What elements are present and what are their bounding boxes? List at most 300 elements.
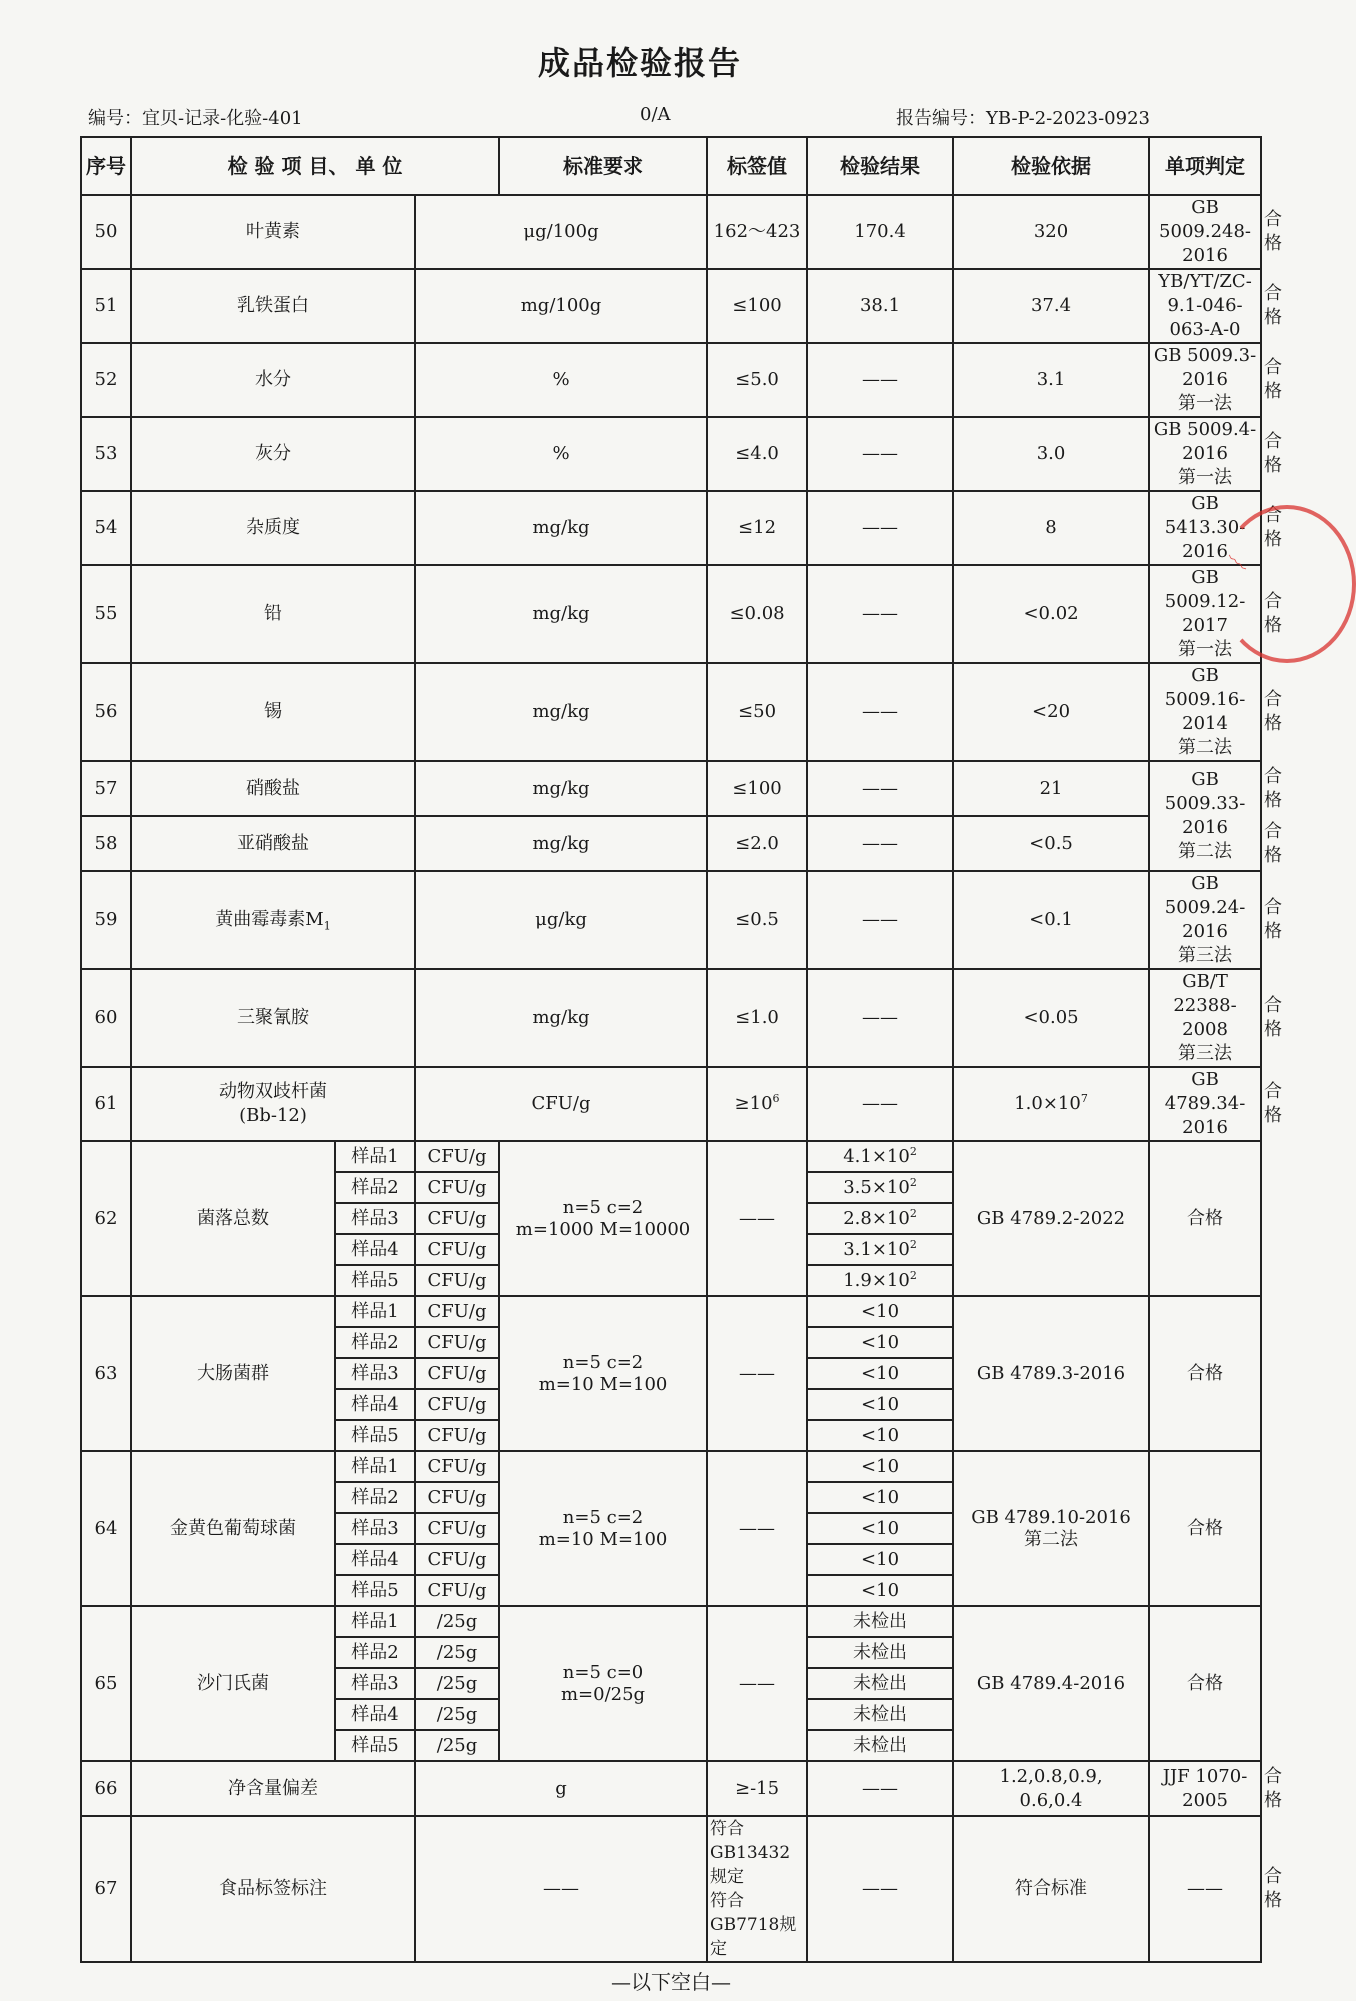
table-row bbox=[81, 1296, 1261, 1327]
row-item-text: 杂质度 bbox=[246, 517, 300, 538]
row-result-text: 1.2,0.8,0.9, bbox=[999, 1765, 1103, 1787]
sample-result-text: <10 bbox=[861, 1331, 900, 1353]
sample-name-text: 样品4 bbox=[351, 1238, 399, 1260]
sample-name-text: 样品3 bbox=[351, 1517, 399, 1539]
row-std bbox=[707, 871, 807, 969]
sample-name bbox=[335, 1544, 415, 1575]
row-no bbox=[81, 195, 131, 269]
row-item bbox=[131, 417, 415, 491]
row-no-text: 63 bbox=[94, 1362, 118, 1384]
row-std-text: ≤2.0 bbox=[735, 832, 779, 854]
table-row bbox=[81, 1067, 1261, 1141]
sample-name-text: 样品2 bbox=[351, 1486, 399, 1508]
row-result bbox=[953, 491, 1149, 565]
row-item bbox=[131, 969, 415, 1067]
row-label-text: —— bbox=[862, 1878, 899, 1899]
row-label-text: 170.4 bbox=[854, 221, 906, 242]
row-std-text: ≤100 bbox=[732, 777, 782, 799]
row-label-text: —— bbox=[862, 1093, 899, 1114]
row-no-text: 64 bbox=[94, 1517, 118, 1539]
row-basis-text: —— bbox=[1187, 1878, 1224, 1899]
sample-result-text: <10 bbox=[861, 1579, 900, 1601]
sample-name bbox=[335, 1296, 415, 1327]
sample-unit-text: CFU/g bbox=[427, 1207, 487, 1229]
sample-unit-text: CFU/g bbox=[427, 1238, 487, 1260]
row-judge-text: 合格 bbox=[1187, 1207, 1224, 1229]
row-item bbox=[131, 816, 415, 871]
sample-result bbox=[807, 1358, 953, 1389]
row-label bbox=[807, 491, 953, 565]
row-judge-text: 合格 bbox=[1264, 995, 1283, 1040]
inspection-table bbox=[80, 136, 1283, 2001]
row-label-text: —— bbox=[739, 1207, 776, 1229]
sample-unit-text: /25g bbox=[436, 1672, 478, 1694]
row-label bbox=[807, 1761, 953, 1816]
row-basis bbox=[1149, 761, 1261, 871]
table-row bbox=[81, 343, 1261, 417]
sample-result-text: <10 bbox=[861, 1362, 900, 1384]
row-judge-text: 合格 bbox=[1187, 1517, 1224, 1539]
row-label bbox=[707, 1296, 807, 1451]
basis-line2: 第二法 bbox=[1024, 1528, 1079, 1550]
sample-unit-text: CFU/g bbox=[427, 1486, 487, 1508]
row-basis bbox=[1149, 269, 1261, 343]
basis-line2: 第一法 bbox=[1178, 639, 1233, 660]
record-number: 编号：宜贝-记录-化验-401 bbox=[88, 108, 303, 129]
row-item-text: 净含量偏差 bbox=[228, 1777, 318, 1799]
sample-unit-text: CFU/g bbox=[427, 1424, 487, 1446]
row-basis-text: GB 5009.3-2016 bbox=[1153, 345, 1257, 390]
row-label-text: —— bbox=[862, 517, 899, 538]
std-line2: m=0/25g bbox=[560, 1683, 646, 1705]
sample-unit bbox=[415, 1637, 499, 1668]
stamp-mark: ﹏ bbox=[1225, 540, 1259, 574]
row-item bbox=[131, 195, 415, 269]
row-std-text: ≤0.5 bbox=[735, 909, 779, 930]
row-item-text: 沙门氏菌 bbox=[197, 1672, 269, 1694]
sample-name bbox=[335, 1606, 415, 1637]
basis-line2: 第一法 bbox=[1178, 467, 1233, 488]
row-label bbox=[807, 343, 953, 417]
sample-result bbox=[807, 1513, 953, 1544]
sample-result-text: 4.1×10 bbox=[843, 1145, 910, 1167]
row-std bbox=[707, 816, 807, 871]
row-item-text: 动物双歧杆菌 bbox=[219, 1081, 327, 1102]
revision: 0/A bbox=[640, 104, 671, 125]
row-std bbox=[707, 343, 807, 417]
row-no-text: 54 bbox=[94, 517, 118, 538]
row-no bbox=[81, 663, 131, 761]
row-label-text: —— bbox=[862, 1777, 899, 1799]
sample-result-text: <10 bbox=[861, 1455, 900, 1477]
row-no bbox=[81, 871, 131, 969]
result-superscript: 2 bbox=[909, 1268, 917, 1282]
sample-unit bbox=[415, 1606, 499, 1637]
sample-result bbox=[807, 1606, 953, 1637]
sample-unit bbox=[415, 1203, 499, 1234]
row-basis-text: GB 4789.3-2016 bbox=[976, 1362, 1126, 1384]
sample-result bbox=[807, 1699, 953, 1730]
row-no bbox=[81, 1296, 131, 1451]
row-std bbox=[499, 1606, 707, 1761]
row-item-text: 水分 bbox=[255, 369, 291, 390]
sample-unit bbox=[415, 1575, 499, 1606]
row-std bbox=[707, 1816, 807, 1962]
sample-name-text: 样品5 bbox=[351, 1579, 399, 1601]
row-result bbox=[953, 816, 1149, 871]
row-no-text: 53 bbox=[94, 443, 118, 464]
sample-result-text: 3.5×10 bbox=[843, 1176, 910, 1198]
sample-result-text: 3.1×10 bbox=[843, 1238, 910, 1260]
sample-result bbox=[807, 1172, 953, 1203]
row-judge bbox=[1149, 1451, 1261, 1606]
sample-unit-text: CFU/g bbox=[427, 1331, 487, 1353]
row-item-text: 三聚氰胺 bbox=[237, 1007, 309, 1028]
row-judge-text: 合格 bbox=[1264, 689, 1283, 734]
row-std bbox=[707, 195, 807, 269]
row-std bbox=[707, 1761, 807, 1816]
row-result bbox=[953, 871, 1149, 969]
sample-unit-text: CFU/g bbox=[427, 1517, 487, 1539]
sample-unit-text: CFU/g bbox=[427, 1176, 487, 1198]
sample-result bbox=[807, 1203, 953, 1234]
row-basis-text: GB 5413.30-2016 bbox=[1164, 493, 1246, 562]
sample-unit bbox=[415, 1172, 499, 1203]
row-result-text: 3.1 bbox=[1036, 369, 1066, 390]
sample-result-text: 未检出 bbox=[853, 1610, 908, 1632]
sample-name-text: 样品1 bbox=[351, 1455, 399, 1477]
sample-name bbox=[335, 1265, 415, 1296]
row-basis-text: GB/T 22388-2008 bbox=[1173, 971, 1237, 1040]
row-result bbox=[953, 343, 1149, 417]
row-result bbox=[953, 1761, 1149, 1816]
sample-name bbox=[335, 1575, 415, 1606]
row-judge-text: 合格 bbox=[1264, 431, 1283, 476]
sample-name-text: 样品3 bbox=[351, 1362, 399, 1384]
row-label bbox=[707, 1141, 807, 1296]
row-item-text: 菌落总数 bbox=[197, 1207, 269, 1229]
row-std-text: ≥-15 bbox=[734, 1777, 780, 1799]
sample-name-text: 样品2 bbox=[351, 1641, 399, 1663]
row-label bbox=[807, 663, 953, 761]
row-unit bbox=[415, 663, 707, 761]
std-superscript: 6 bbox=[772, 1092, 780, 1105]
sample-name bbox=[335, 1203, 415, 1234]
row-item bbox=[131, 1761, 415, 1816]
basis-line2: 第三法 bbox=[1178, 945, 1233, 966]
row-label bbox=[807, 761, 953, 816]
row-std-text: 162～423 bbox=[713, 221, 801, 242]
row-std bbox=[707, 565, 807, 663]
report-number: 报告编号：YB-P-2-2023-0923 bbox=[896, 108, 1150, 129]
row-std bbox=[707, 269, 807, 343]
sample-name bbox=[335, 1234, 415, 1265]
row-basis-text: YB/YT/ZC-9.1-046-063-A-0 bbox=[1158, 271, 1252, 340]
row-label bbox=[807, 195, 953, 269]
row-item bbox=[131, 343, 415, 417]
row-item bbox=[131, 1816, 415, 1962]
row-label bbox=[807, 871, 953, 969]
row-std bbox=[707, 761, 807, 816]
sample-name-text: 样品3 bbox=[351, 1207, 399, 1229]
sample-unit bbox=[415, 1141, 499, 1172]
row-basis-text: GB 5009.16-2014 bbox=[1164, 665, 1246, 734]
row-basis bbox=[953, 1451, 1149, 1606]
result-superscript: 7 bbox=[1080, 1092, 1088, 1105]
row-std-text: ≤50 bbox=[738, 701, 777, 722]
row-item bbox=[131, 491, 415, 565]
row-no bbox=[81, 491, 131, 565]
row-label bbox=[807, 565, 953, 663]
sample-unit-text: CFU/g bbox=[427, 1269, 487, 1291]
sample-name bbox=[335, 1637, 415, 1668]
basis-line2: 第三法 bbox=[1178, 1043, 1233, 1064]
row-label bbox=[807, 816, 953, 871]
row-judge-text: 合格 bbox=[1264, 591, 1283, 636]
row-unit-text: mg/kg bbox=[532, 701, 590, 722]
row-no bbox=[81, 343, 131, 417]
row-result bbox=[953, 417, 1149, 491]
row-item-text: 锡 bbox=[264, 701, 282, 722]
row-unit bbox=[415, 565, 707, 663]
sample-name-text: 样品4 bbox=[351, 1548, 399, 1570]
row-label-text: —— bbox=[862, 443, 899, 464]
table-row bbox=[81, 1761, 1261, 1816]
row-result bbox=[953, 761, 1149, 816]
row-std-text: ≤0.08 bbox=[729, 603, 785, 624]
sample-result bbox=[807, 1327, 953, 1358]
row-no-text: 62 bbox=[94, 1207, 118, 1229]
sample-unit bbox=[415, 1482, 499, 1513]
row-unit bbox=[415, 491, 707, 565]
row-item-text: 乳铁蛋白 bbox=[237, 295, 309, 316]
sample-name-text: 样品3 bbox=[351, 1672, 399, 1694]
sample-result bbox=[807, 1730, 953, 1761]
sample-unit bbox=[415, 1358, 499, 1389]
row-unit bbox=[415, 1761, 707, 1816]
row-unit bbox=[415, 343, 707, 417]
sample-result-text: <10 bbox=[861, 1393, 900, 1415]
sample-result-text: 2.8×10 bbox=[843, 1207, 910, 1229]
row-result bbox=[953, 663, 1149, 761]
row-result-text: 符合标准 bbox=[1015, 1878, 1088, 1899]
row-label bbox=[807, 1816, 953, 1962]
sample-result bbox=[807, 1420, 953, 1451]
row-no bbox=[81, 269, 131, 343]
row-no-text: 60 bbox=[94, 1007, 118, 1028]
row-std bbox=[499, 1141, 707, 1296]
row-item-text: 铅 bbox=[264, 603, 282, 624]
basis-line2: 第二法 bbox=[1178, 737, 1233, 758]
row-std bbox=[707, 1067, 807, 1141]
row-label-text: —— bbox=[739, 1672, 776, 1694]
sample-unit-text: /25g bbox=[436, 1641, 478, 1663]
row-judge bbox=[1149, 1296, 1261, 1451]
sample-name-text: 样品2 bbox=[351, 1331, 399, 1353]
sample-result bbox=[807, 1575, 953, 1606]
sample-name bbox=[335, 1451, 415, 1482]
row-item-text: 硝酸盐 bbox=[246, 777, 300, 799]
row-result-text: <0.05 bbox=[1023, 1007, 1079, 1028]
row-basis-text: GB 5009.4-2016 bbox=[1153, 419, 1257, 464]
table-row bbox=[81, 565, 1261, 663]
item-subscript: 1 bbox=[323, 919, 331, 933]
row-result-text: 21 bbox=[1039, 777, 1063, 799]
row-no bbox=[81, 1606, 131, 1761]
sample-unit bbox=[415, 1234, 499, 1265]
table-row bbox=[81, 417, 1261, 491]
table-row bbox=[81, 1816, 1261, 1962]
table-row bbox=[81, 871, 1261, 969]
sample-unit-text: CFU/g bbox=[427, 1362, 487, 1384]
row-unit-text: mg/kg bbox=[532, 1007, 590, 1028]
row-result-text: 37.4 bbox=[1030, 295, 1072, 316]
result-superscript: 2 bbox=[909, 1206, 917, 1220]
row-basis bbox=[1149, 969, 1261, 1067]
basis-line2: 第二法 bbox=[1178, 841, 1233, 862]
sample-result bbox=[807, 1451, 953, 1482]
row-std-text: ≤1.0 bbox=[735, 1007, 779, 1028]
row-no bbox=[81, 1067, 131, 1141]
sample-unit bbox=[415, 1513, 499, 1544]
row-result bbox=[953, 565, 1149, 663]
sample-name bbox=[335, 1420, 415, 1451]
row-std bbox=[499, 1296, 707, 1451]
table-row bbox=[81, 969, 1261, 1067]
row-unit-text: —— bbox=[543, 1878, 580, 1899]
row-unit-text: mg/kg bbox=[532, 603, 590, 624]
row-no-text: 50 bbox=[94, 221, 118, 242]
row-item-text: 黄曲霉毒素M bbox=[215, 909, 324, 930]
sample-name bbox=[335, 1482, 415, 1513]
report-title: 成品检验报告 bbox=[537, 44, 742, 82]
row-result-text: <20 bbox=[1032, 701, 1071, 722]
row-std bbox=[707, 417, 807, 491]
row-no bbox=[81, 417, 131, 491]
sample-result-text: <10 bbox=[861, 1548, 900, 1570]
sample-unit bbox=[415, 1544, 499, 1575]
row-item bbox=[131, 1296, 335, 1451]
sample-name bbox=[335, 1389, 415, 1420]
row-unit-text: mg/kg bbox=[532, 832, 590, 854]
row-judge-text: 合格 bbox=[1264, 897, 1283, 942]
row-label-text: —— bbox=[739, 1517, 776, 1539]
row-no bbox=[81, 1141, 131, 1296]
row-basis bbox=[1149, 1816, 1261, 1962]
row-item bbox=[131, 1067, 415, 1141]
row-unit bbox=[415, 969, 707, 1067]
sample-name bbox=[335, 1141, 415, 1172]
sample-unit bbox=[415, 1451, 499, 1482]
row-judge-text: 合格 bbox=[1264, 357, 1283, 402]
sample-unit bbox=[415, 1296, 499, 1327]
row-label-text: —— bbox=[739, 1362, 776, 1384]
sample-unit bbox=[415, 1327, 499, 1358]
row-unit-text: mg/100g bbox=[520, 295, 602, 316]
row-result-text: <0.1 bbox=[1029, 909, 1073, 930]
table-row bbox=[81, 1141, 1261, 1172]
row-judge-text: 合格 bbox=[1264, 1765, 1283, 1811]
row-std-text: n=5 c=2 bbox=[562, 1196, 644, 1218]
row-no-text: 56 bbox=[94, 701, 118, 722]
row-result-text: 1.0×10 bbox=[1014, 1093, 1081, 1114]
sample-unit bbox=[415, 1265, 499, 1296]
col-std: 标准要求 bbox=[499, 137, 707, 195]
row-label bbox=[807, 1067, 953, 1141]
row-no-text: 57 bbox=[94, 777, 118, 799]
sample-result bbox=[807, 1637, 953, 1668]
row-no bbox=[81, 816, 131, 871]
row-result-text: 3.0 bbox=[1036, 443, 1066, 464]
row-item bbox=[131, 1141, 335, 1296]
row-basis bbox=[953, 1141, 1149, 1296]
row-no bbox=[81, 565, 131, 663]
row-item-text: 大肠菌群 bbox=[197, 1362, 269, 1384]
row-result-text: 320 bbox=[1033, 221, 1069, 242]
row-judge-text: 合格 bbox=[1187, 1362, 1224, 1384]
col-result: 检验结果 bbox=[807, 137, 953, 195]
row-std-text: n=5 c=2 bbox=[562, 1351, 644, 1373]
sample-name bbox=[335, 1699, 415, 1730]
row-std-text: ≤4.0 bbox=[735, 443, 779, 464]
row-no-text: 67 bbox=[94, 1878, 118, 1899]
sample-unit bbox=[415, 1420, 499, 1451]
row-item bbox=[131, 1606, 335, 1761]
row-label-text: —— bbox=[862, 1007, 899, 1028]
row-std bbox=[707, 663, 807, 761]
sample-name bbox=[335, 1172, 415, 1203]
row-unit bbox=[415, 195, 707, 269]
sample-name-text: 样品5 bbox=[351, 1269, 399, 1291]
sample-result-text: 未检出 bbox=[853, 1703, 908, 1725]
row-std-text: n=5 c=2 bbox=[562, 1506, 644, 1528]
table-row bbox=[81, 761, 1261, 816]
row-label bbox=[707, 1606, 807, 1761]
table-row bbox=[81, 1606, 1261, 1637]
sample-name bbox=[335, 1513, 415, 1544]
row-label-text: 38.1 bbox=[859, 295, 901, 316]
row-basis bbox=[1149, 343, 1261, 417]
sample-result-text: 未检出 bbox=[853, 1641, 908, 1663]
result-superscript: 2 bbox=[909, 1144, 917, 1158]
row-no-text: 66 bbox=[94, 1777, 118, 1799]
sample-unit-text: CFU/g bbox=[427, 1145, 487, 1167]
sample-name bbox=[335, 1358, 415, 1389]
row-unit-text: g bbox=[555, 1777, 567, 1799]
row-basis-text: GB 5009.12-2017 bbox=[1164, 567, 1246, 636]
row-label-text: —— bbox=[862, 909, 899, 930]
row-no-text: 59 bbox=[94, 909, 118, 930]
sample-unit-text: CFU/g bbox=[427, 1300, 487, 1322]
sample-name-text: 样品4 bbox=[351, 1703, 399, 1725]
sample-name-text: 样品1 bbox=[351, 1145, 399, 1167]
row-label bbox=[707, 1451, 807, 1606]
sample-unit bbox=[415, 1389, 499, 1420]
row-judge-text: 合格 bbox=[1187, 1672, 1224, 1694]
row-unit-text: μg/kg bbox=[535, 909, 587, 930]
row-unit bbox=[415, 1816, 707, 1962]
col-label: 标签值 bbox=[707, 137, 807, 195]
row-std-text: ≤5.0 bbox=[735, 369, 779, 390]
blank-below-note-text: —以下空白— bbox=[611, 1970, 732, 1994]
row-basis-text: GB 4789.4-2016 bbox=[976, 1672, 1126, 1694]
table-row bbox=[81, 195, 1261, 269]
sample-unit-text: CFU/g bbox=[427, 1455, 487, 1477]
sample-unit-text: CFU/g bbox=[427, 1393, 487, 1415]
row-result bbox=[953, 969, 1149, 1067]
col-judge: 单项判定 bbox=[1149, 137, 1261, 195]
sample-result-text: 未检出 bbox=[853, 1734, 908, 1756]
